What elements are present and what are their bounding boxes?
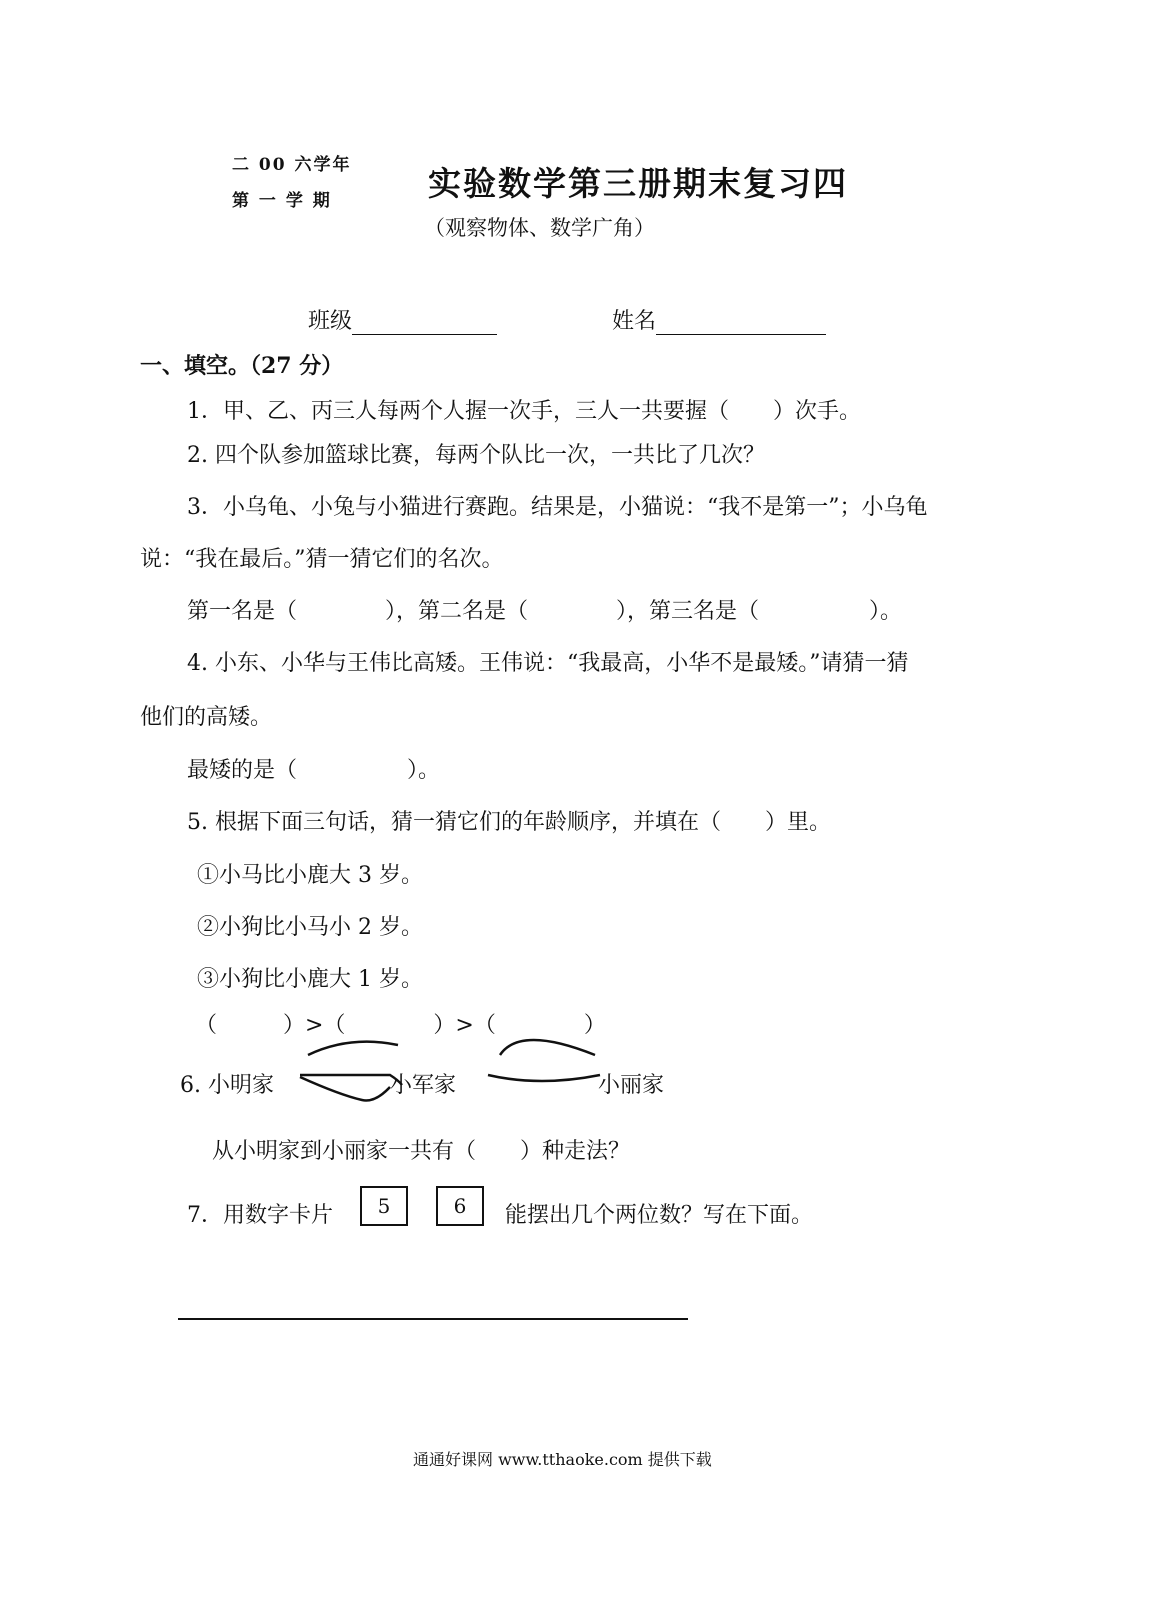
- year-line: 二 00 六学年: [232, 155, 352, 175]
- route-upper-left: [308, 1042, 398, 1055]
- number-card-5: 5: [360, 1186, 408, 1226]
- section-heading: 一、填空。（27 分）: [140, 353, 344, 379]
- age-order-blanks: （ ）>（ ）>（ ）: [195, 1013, 606, 1038]
- route-lower-right: [488, 1075, 600, 1081]
- question-7-suffix: 能摆出几个两位数？写在下面。: [505, 1203, 814, 1228]
- question-3-answers: 第一名是（ ），第二名是（ ），第三名是（ ）。: [187, 599, 903, 624]
- q6-end-label: 小丽家: [598, 1073, 665, 1098]
- class-blank[interactable]: [352, 312, 497, 335]
- question-4-line-2: 他们的高矮。: [140, 705, 273, 730]
- question-4-answer: 最矮的是（ ）。: [187, 758, 441, 783]
- question-3-line-1: 3．小乌龟、小兔与小猫进行赛跑。结果是，小猫说：“我不是第一”；小乌龟: [187, 495, 928, 520]
- question-1: 1．甲、乙、丙三人每两个人握一次手，三人一共要握（ ）次手。: [187, 399, 861, 424]
- question-2: 2. 四个队参加篮球比赛，每两个队比一次，一共比了几次？: [187, 443, 765, 468]
- clue-1: ①小马比小鹿大 3 岁。: [197, 863, 423, 888]
- term-line: 第 一 学 期: [232, 191, 332, 211]
- route-lower-left: [300, 1077, 390, 1100]
- q6-start-label: 6. 小明家: [180, 1073, 274, 1098]
- name-label: 姓名: [612, 309, 657, 334]
- clue-3: ③小狗比小鹿大 1 岁。: [197, 967, 423, 992]
- name-blank[interactable]: [656, 312, 826, 335]
- footer-text: 通通好课网 www.tthaoke.com 提供下载: [413, 1450, 712, 1469]
- question-3-line-2: 说：“我在最后。”猜一猜它们的名次。: [140, 547, 504, 572]
- class-label: 班级: [308, 309, 353, 334]
- page-title: 实验数学第三册期末复习四: [428, 164, 848, 203]
- route-upper-right: [500, 1040, 595, 1055]
- question-5: 5. 根据下面三句话，猜一猜它们的年龄顺序，并填在（ ）里。: [187, 810, 831, 835]
- number-card-6: 6: [436, 1186, 484, 1226]
- page-subtitle: （观察物体、数学广角）: [424, 216, 655, 240]
- question-4-line-1: 4. 小东、小华与王伟比高矮。王伟说：“我最高，小华不是最矮。”请猜一猜: [187, 651, 909, 676]
- class-field: [308, 304, 497, 335]
- question-6: 从小明家到小丽家一共有（ ）种走法？: [212, 1139, 631, 1164]
- question-7-prefix: 7．用数字卡片: [187, 1203, 333, 1228]
- clue-2: ②小狗比小马小 2 岁。: [197, 915, 423, 940]
- answer-line[interactable]: [178, 1318, 688, 1320]
- q6-middle-label: 小军家: [390, 1073, 457, 1098]
- name-field: [612, 304, 826, 335]
